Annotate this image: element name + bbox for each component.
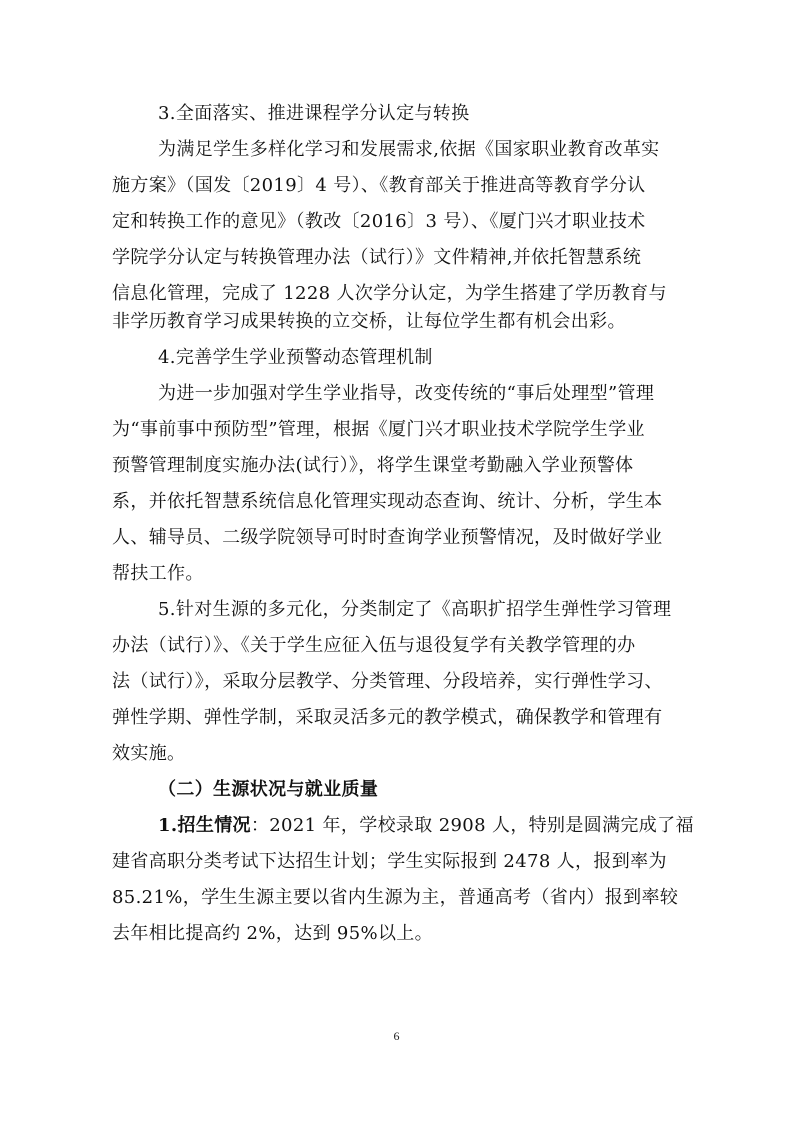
enrollment-line-1 xyxy=(158,808,694,844)
section3-heading: 3.全面落实、推进课程学分认定与转换 xyxy=(158,103,470,124)
section3-line-4: 学院学分认定与转换管理办法（试行）》文件精神,并依托智慧系统 xyxy=(112,247,642,268)
enrollment-label: 1.招生情况 xyxy=(158,815,251,836)
section4-line-4: 系，并依托智慧系统信息化管理实现动态查询、统计、分析，学生本 xyxy=(112,491,663,512)
section5-line-4: 弹性学期、弹性学制，采取灵活多元的教学模式，确保教学和管理有 xyxy=(112,707,663,728)
section5-line-2: 办法（试行）》、《关于学生应征入伍与退役复学有关教学管理的办 xyxy=(112,635,636,656)
section5-line-5: 效实施。 xyxy=(112,743,186,764)
section5-line-3: 法（试行）》，采取分层教学、分类管理、分段培养，实行弹性学习、 xyxy=(112,671,663,692)
enrollment-line-3: 85.21%，学生生源主要以省内生源为主，普通高考（省内）报到率较 xyxy=(112,887,679,908)
subsection-heading: （二）生源状况与就业质量 xyxy=(158,779,379,800)
section3-line-1: 为满足学生多样化学习和发展需求,依据《国家职业教育改革实 xyxy=(158,139,660,160)
enrollment-line-1-text: ：2021 年，学校录取 2908 人，特别是圆满完成了福 xyxy=(250,815,694,836)
section3-line-2: 施方案》（国发〔2019〕4 号）、《教育部关于推进高等教育学分认 xyxy=(112,175,646,196)
enrollment-line-4: 去年相比提高约 2%，达到 95%以上。 xyxy=(112,923,434,944)
section4-line-3: 预警管理制度实施办法(试行）》，将学生课堂考勤融入学业预警体 xyxy=(112,455,634,476)
section3-line-6: 非学历教育学习成果转换的立交桥，让每位学生都有机会出彩。 xyxy=(112,311,626,332)
section3-line-5: 信息化管理，完成了 1228 人次学分认定，为学生搭建了学历教育与 xyxy=(112,283,667,304)
section4-line-1: 为进一步加强对学生学业指导，改变传统的“事后处理型”管理 xyxy=(158,383,655,404)
section4-line-5: 人、辅导员、二级学院领导可时时查询学业预警情况，及时做好学业 xyxy=(112,527,663,548)
section4-line-6: 帮扶工作。 xyxy=(112,563,204,584)
page-number: 6 xyxy=(393,1029,400,1043)
section3-line-3: 定和转换工作的意见》（教改〔2016〕3 号）、《厦门兴才职业技术 xyxy=(112,211,646,232)
enrollment-line-2: 建省高职分类考试下达招生计划；学生实际报到 2478 人，报到率为 xyxy=(112,851,667,872)
section4-heading: 4.完善学生学业预警动态管理机制 xyxy=(158,347,433,368)
section4-line-2: 为“事前事中预防型”管理，根据《厦门兴才职业技术学院学生学业 xyxy=(112,419,645,440)
section5-line-1: 5.针对生源的多元化，分类制定了《高职扩招学生弹性学习管理 xyxy=(158,599,672,620)
